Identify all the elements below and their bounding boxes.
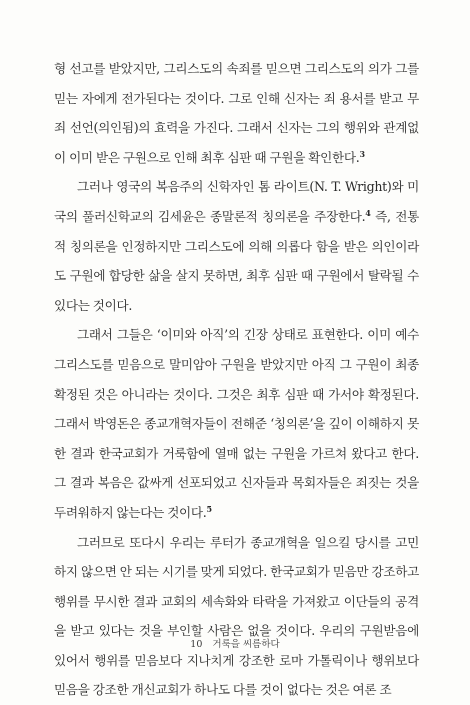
paragraph: [54, 528, 419, 705]
running-title: 거룩을 씨름하다: [212, 639, 279, 650]
text-run: 그래서 그들은 ‘이미와 아직’의 긴장 상태로 표현한다. 이미 예수 그리스도를 믿음으로 말미암아 구원을 받았지만 아직 그 구원이 최종 확정된 것은 아니라는 것이다. 그것은 최후 심판 때 가서야 확정된다. 그래서 박영돈은 종교개혁자들이 전해준 ‘칭의론’을 깊이 이해하지 못한 결과 한국교회가 거룩함에 열매 없는 구원을 가르쳐 왔다고 한다. 그 결과 복음은 값싸게 선포되었고 신자들과 목회자들은 죄짓는 것을 두려워하지 않는다는 것이다.: [54, 327, 419, 520]
paragraph: [54, 172, 419, 320]
text-run: 그러므로 또다시 우리는 루터가 종교개혁을 일으킬 당시를 고민하지 않으면 안 되는 시기를 맞게 되었다. 한국교회가 믿음만 강조하고 행위를 무시한 결과 교회의 세속화와 타락을 가져왔고 이단들의 공격을 받고 있다는 것을 부인할 사람은 없을 것이다. 우리의 구원받음에 있어서 행위를 믿음보다 지나치게 강조한 로마 가톨릭이나 행위보다 믿음을 강조한 개신교회가 하나도 다를 것이 없다는 것은 여론 조: [54, 535, 419, 698]
text-run: 형 선고를 받았지만, 그리스도의 속죄를 믿으면 그리스도의 의가 그를 믿는 자에게 전가된다는 것이다. 그로 인해 신자는 죄 용서를 받고 무죄 선언(의인됨)의 효력을 가진다. 그래서 신자는 그의 행위와 관계없이 이미 받은 구원으로 인해 최후 심판 때 구원을 확인한다.: [54, 61, 419, 165]
page-footer: [0, 636, 470, 650]
footnote-marker[interactable]: 4: [365, 208, 370, 218]
paragraph: [54, 54, 419, 172]
text-run: 즉, 전통적 칭의론을 인정하지만 그리스도에 의해 의롭다 함을 받은 의인이라도 구원에 합당한 삶을 살지 못하면, 최후 심판 때 구원에서 탈락될 수 있다는 것이다.: [54, 209, 419, 313]
body-text: [54, 54, 419, 705]
footnote-marker[interactable]: 3: [359, 149, 364, 159]
paragraph: [54, 320, 419, 527]
page-number: 10: [190, 639, 202, 650]
footnote-marker[interactable]: 5: [207, 504, 212, 514]
text-run: 그러나 영국의 복음주의 신학자인 톰 라이트(N. T. Wright)와 미국의 풀러신학교의 김세윤은 종말론적 칭의론을 주장한다.: [54, 179, 419, 224]
